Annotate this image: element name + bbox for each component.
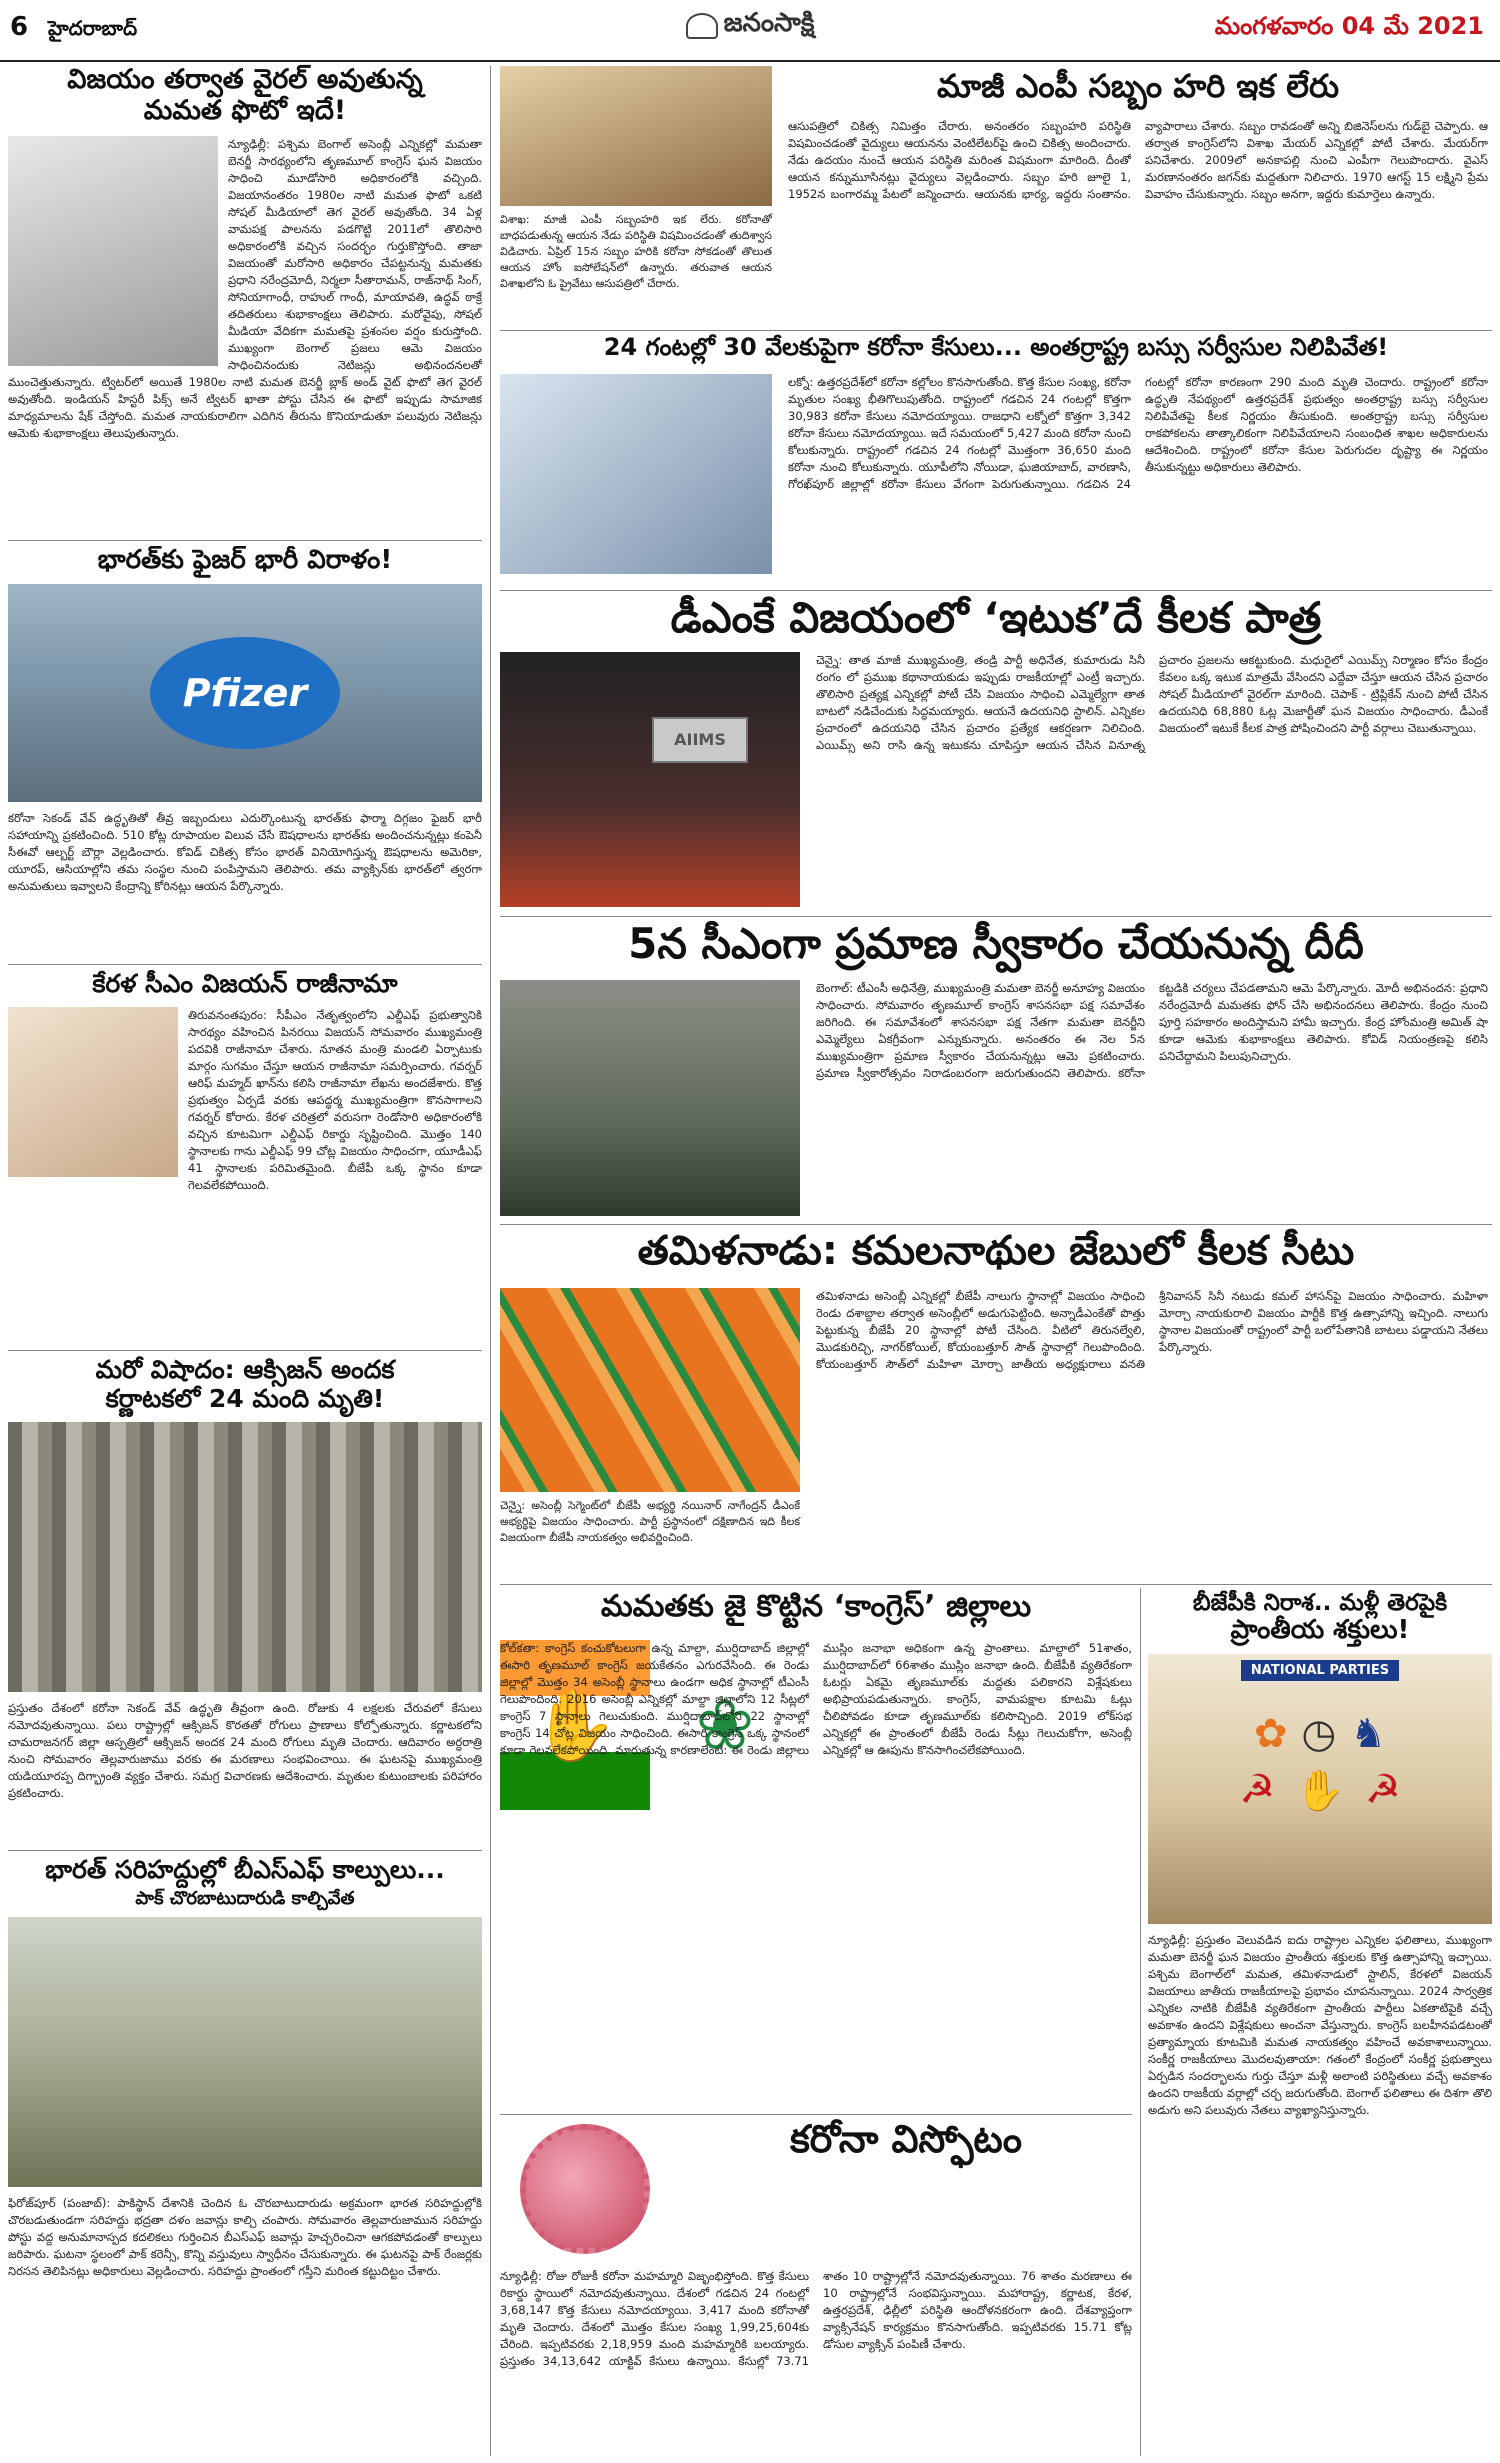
mamata-headline-line1: విజయం తర్వాత వైరల్ అవుతున్న <box>67 64 423 95</box>
didi-body: బెంగాల్: టీఎంసీ అధినేత్రి, ముఖ్యమంత్రి మమతా బెనర్జీ అనూహ్య విజయం సాధించారు. సోమవారం తృణమూల్ కాంగ్రెస్ శాసనసభా పక్ష సమావేశం జరిగింది. ఈ సమావేశంలో శాసనసభా పక్ష నేతగా మమతా బెనర్జీని ఎమ్మెల్యేలు ఏకగ్రీవంగా ఎన్నుకున్నారు. అనంతరం ఈ నెల 5న ముఖ్యమంత్రిగా ప్రమాణ స్వీకారం చేయనున్నట్లు ఆమె ప్రకటించారు. ప్రమాణ స్వీకారోత్సవం నిరాడంబరంగా జరుగుతుందని తెలిపారు. కరోనా కట్టడికి చర్యలు చేపడతామని ఆమె పేర్కొన్నారు. మోదీ అభినందన: ప్రధాని నరేంద్రమోదీ మమతకు ఫోన్ చేసి అభినందనలు తెలిపారు. కేంద్రం నుంచి పూర్తి సహకారం అందిస్తామని హామీ ఇచ్చారు. కేంద్ర హోంమంత్రి అమిత్ షా కూడా ఆమెకు శుభాకాంక్షలు తెలిపారు. కోవిడ్ నియంత్రణపై కలిసి పనిచేద్దామని పిలుపునిచ్చారు. <box>816 981 1488 1080</box>
didi-covid-ward-photo <box>500 980 800 1216</box>
oxygen-headline-line1: మరో విషాదం: ఆక్సిజన్ అందక <box>95 1356 395 1384</box>
udhaya-brick-photo <box>500 652 800 907</box>
kerala-article <box>8 970 482 1345</box>
divider <box>500 2114 1132 2115</box>
oxygen-headline-line2: కర్ణాటకలో 24 మంది మృతి! <box>105 1383 385 1413</box>
hammer-sickle-star-icon: ☭ <box>1364 1767 1401 1814</box>
coronavirus-icon <box>520 2124 650 2254</box>
sabbam-article <box>500 66 1492 324</box>
clock-symbol-icon: ◷ <box>1301 1711 1337 1758</box>
corona30k-article <box>500 334 1492 584</box>
bjp-flags-photo <box>500 1288 800 1492</box>
divider <box>500 330 1492 331</box>
tamil-body: తమిళనాడు అసెంబ్లీ ఎన్నికల్లో బీజేపీ నాలుగు స్థానాల్లో విజయం సాధించి రెండు దశాబ్దాల తర్వాత అసెంబ్లీలో అడుగుపెట్టింది. అన్నాడీఎంకేతో పొత్తు పెట్టుకున్న బీజేపీ 20 స్థానాల్లో పోటీ చేసింది. వీటిలో తిరునల్వేలి, మొడకురిచ్చి, నాగర్‌కోయిల్, కోయంబత్తూర్ సౌత్ స్థానాల్లో గెలుపొందింది. కోయంబత్తూర్ సౌత్‌లో మహిళా మోర్చా జాతీయ అధ్యక్షురాలు వనతి శ్రీనివాసన్ సినీ నటుడు కమల్ హాసన్‌పై విజయం సాధించారు. మహిళా మోర్చా నాయకురాలి విజయం పార్టీకి కొత్త ఉత్సాహాన్ని ఇచ్చింది. నాలుగు స్థానాల విజయంతో రాష్ట్రంలో పార్టీ బలోపేతానికి బాటలు పడ్డాయని నేతలు పేర్కొన్నారు. <box>816 1289 1488 1371</box>
bsf-article <box>8 1856 482 2456</box>
kerala-body: తిరువనంతపురం: సీపీఎం నేతృత్వంలోని ఎల్డీఎఫ్ ప్రభుత్వానికి సారథ్యం వహించిన పినరయి విజయన్ సోమవారం ముఖ్యమంత్రి పదవికి రాజీనామా చేశారు. నూతన మంత్రి మండలి ఏర్పాటుకు మార్గం సుగమం చేస్తూ ఆయన రాజీనామా సమర్పించారు. గవర్నర్ ఆరిఫ్ మహ్మద్ ఖాన్‌ను కలిసి రాజీనామా లేఖను అందజేశారు. కొత్త ప్రభుత్వం ఏర్పడే వరకు ఆపద్ధర్మ ముఖ్యమంత్రిగా కొనసాగాలని గవర్నర్ కోరారు. కేరళ చరిత్రలో వరుసగా రెండోసారి అధికారంలోకి వచ్చిన కూటమిగా ఎల్డీఎఫ్ రికార్డు సృష్టించింది. మొత్తం 140 స్థానాలకు గాను ఎల్డీఎఫ్ 99 చోట్ల విజయం సాధించగా, యూడీఎఫ్ 41 స్థానాలకు పరిమితమైంది. బీజేపీ ఒక్క స్థానం కూడా గెలవలేకపోయింది. <box>188 1007 482 1192</box>
congress-article <box>500 1590 1132 2110</box>
party-symbols-row2 <box>1239 1767 1401 1814</box>
pfizer-logo-text: Pfizer <box>182 670 308 715</box>
regional-body: న్యూఢిల్లీ: ప్రస్తుతం వెలువడిన ఐదు రాష్ట్రాల ఎన్నికల ఫలితాలు, ముఖ్యంగా మమతా బెనర్జీ ఘన విజయం ప్రాంతీయ శక్తులకు కొత్త ఉత్సాహాన్ని ఇచ్చాయి. పశ్చిమ బెంగాల్‌లో మమత, తమిళనాడులో స్టాలిన్, కేరళలో విజయన్ విజయాలు జాతీయ రాజకీయాలపై ప్రభావం చూపనున్నాయి. 2024 సార్వత్రిక ఎన్నికల నాటికి బీజేపీకి వ్యతిరేకంగా ప్రాంతీయ పార్టీలు ఏకతాటిపైకి వచ్చే అవకాశం ఉందని విశ్లేషకులు అంచనా వేస్తున్నారు. కాంగ్రెస్ బలహీనపడటంతో ప్రత్యామ్నాయ కూటమికి మమత నాయకత్వం వహించే అవకాశాలున్నాయి. సంకీర్ణ రాజకీయాలు మొదలవుతాయా: గతంలో కేంద్రంలో సంకీర్ణ ప్రభుత్వాలు ఏర్పడిన సందర్భాలను గుర్తు చేస్తూ మళ్లీ అలాంటి పరిస్థితులు వచ్చే అవకాశం ఉందని రాజకీయ వర్గాల్లో చర్చ జరుగుతోంది. బెంగాల్ ఫలితాలు ఈ దిశగా తొలి అడుగు అని పలువురు నేతలు వ్యాఖ్యానిస్తున్నారు. <box>1148 1933 1492 2118</box>
bsf-headline: భారత్ సరిహద్దుల్లో బీఎస్ఎఫ్ కాల్పులు... <box>45 1856 445 1884</box>
page-number: 6 <box>10 12 29 42</box>
bsf-body: ఫిరోజ్‌పూర్ (పంజాబ్): పాకిస్థాన్ దేశానికి చెందిన ఓ చొరబాటుదారుడు అక్రమంగా భారత సరిహద్దుల్లోకి చొరబడుతుండగా సరిహద్దు భద్రతా దళం జవాన్లు కాల్చి చంపారు. సోమవారం తెల్లవారుజామున సరిహద్దు పోస్టు వద్ద అనుమానాస్పద కదలికలు గుర్తించిన బీఎస్ఎఫ్ జవాన్లు హెచ్చరించినా ఆగకపోవడంతో కాల్పులు జరిపారు. ఘటనా స్థలంలో పాక్ కరెన్సీ, కొన్ని వస్తువులు స్వాధీనం చేసుకున్నారు. ఈ ఘటనపై పాక్ రేంజర్లకు నిరసన తెలిపినట్లు అధికారులు వెల్లడించారు. సరిహద్దు ప్రాంతంలో గస్తీని మరింత కట్టుదిట్టం చేశారు. <box>8 2196 482 2279</box>
pfizer-building-photo <box>8 584 482 802</box>
udhaya-headline: డీఎంకే విజయంలో ‘ఇటుక’దే కీలక పాత్ర <box>670 594 1322 642</box>
tamil-headline: తమిళనాడు: కమలనాథుల జేబులో కీలక సీటు <box>637 1228 1355 1274</box>
congress-headline: మమతకు జై కొట్టిన ‘కాంగ్రెస్’ జిల్లాలు <box>600 1590 1032 1624</box>
divider <box>500 590 1492 591</box>
udhaya-body: చెన్నై: తాత మాజీ ముఖ్యమంత్రి, తండ్రి పార్టీ అధినేత, కుమారుడు సినీ రంగం లో ప్రముఖ కథానాయకుడు ఇప్పుడు రాజకీయాల్లో ఎంట్రీ ఇచ్చారు. తొలిసారి ప్రత్యక్ష ఎన్నికల్లో పోటీ చేసి విజయం సాధించి ఎమ్మెల్యేగా తాత బాటలో నడిచేందుకు సిద్ధమయ్యారు. ఆయనే ఉదయనిధి స్టాలిన్. ఎన్నికల ప్రచారంలో ఉదయనిధి చేసిన ప్రచారం ప్రత్యేక ఆకర్షణగా నిలిచింది. ఎయిమ్స్ అని రాసి ఉన్న ఇటుకను చూపిస్తూ ఆయన చేసిన వినూత్న ప్రచారం ప్రజలను ఆకట్టుకుంది. మధురైలో ఎయిమ్స్ నిర్మాణం కోసం కేంద్రం కేవలం ఒక్క ఇటుక మాత్రమే వేసిందని ఎద్దేవా చేస్తూ ఆయన చేసిన ప్రచారం సోషల్ మీడియాలో వైరల్‌గా మారింది. చెపాక్ - ట్రిప్లికేన్ నుంచి పోటీ చేసిన ఉదయనిధి 68,880 ఓట్ల మెజార్టీతో ఘన విజయం సాధించారు. డీఎంకే విజయంలో ఇటుకే కీలక పాత్ర పోషించిందని పార్టీ వర్గాలు చెబుతున్నాయి. <box>816 653 1488 752</box>
divider <box>500 1224 1492 1225</box>
left-column-divider <box>490 66 491 2456</box>
header-divider <box>0 60 1500 62</box>
tmc-flower-symbol-icon: ❀ <box>650 1640 800 1810</box>
congress-body: కోల్‌కతా: కాంగ్రెస్ కంచుకోటలుగా ఉన్న మాల్దా, ముర్షిదాబాద్ జిల్లాల్లో ఈసారి తృణమూల్ కాంగ్రెస్ జయకేతనం ఎగురవేసింది. ఈ రెండు జిల్లాల్లో మొత్తం 34 అసెంబ్లీ స్థానాలు ఉండగా అధిక స్థానాల్లో టీఎంసీ గెలుపొందింది. 2016 అసెంబ్లీ ఎన్నికల్లో మాల్దా జిల్లాలోని 12 సీట్లలో కాంగ్రెస్ 7 స్థానాలు గెలుచుకుంది. ముర్షిదాబాద్‌లోని 22 స్థానాల్లో కాంగ్రెస్ 14 చోట్ల విజయం సాధించింది. ఈసారి కాంగ్రెస్ ఒక్క స్థానంలో కూడా గెలవలేకపోయింది. మారుతున్న కారణాలేంటి: ఈ రెండు జిల్లాలు ముస్లిం జనాభా అధికంగా ఉన్న ప్రాంతాలు. మాల్దాలో 51శాతం, ముర్షిదాబాద్‌లో 66శాతం ముస్లిం జనాభా ఉంది. బీజేపీకి వ్యతిరేకంగా ఓటర్లు ఏకమై తృణమూల్‌కు మద్దతు పలికారని విశ్లేషకులు అభిప్రాయపడుతున్నారు. కాంగ్రెస్, వామపక్షాల కూటమి ఓట్లు చీలిపోవడం కూడా తృణమూల్‌కు కలిసొచ్చింది. 2019 లోక్‌సభ ఎన్నికల్లో ఈ ప్రాంతంలో బీజేపీ రెండు సీట్లు గెలుచుకోగా, అసెంబ్లీ ఎన్నికల్లో ఆ ఊపును కొనసాగించలేకపోయింది. <box>500 1641 1132 1757</box>
pfizer-article <box>8 546 482 960</box>
covid-test-photo <box>500 374 772 574</box>
hammer-sickle-icon: ☭ <box>1239 1767 1276 1814</box>
sabbam-caption: విశాఖ: మాజీ ఎంపీ సబ్బంహరి ఇక లేరు. కరోనాతో బాధపడుతున్న ఆయన నేడు పరిస్థితి విషమించడంతో తుదిశ్వాస విడిచారు. ఏప్రిల్ 15న సబ్బం హరికి కరోనా సోకడంతో తొలుత ఆయన హోం ఐసోలేషన్‌లో ఉన్నారు. తరువాత ఆయన విశాఖలోని ఓ ప్రైవేటు ఆసుపత్రిలో చేరారు. <box>500 213 772 290</box>
regional-column-divider <box>1140 1588 1141 2456</box>
aiims-brick <box>652 717 748 763</box>
city-label: హైదరాబాద్ <box>48 16 138 40</box>
divider <box>500 1584 1492 1585</box>
divider <box>8 1350 482 1351</box>
pfizer-body: కరోనా సెకండ్ వేవ్ ఉద్ధృతితో తీవ్ర ఇబ్బందులు ఎదుర్కొంటున్న భారత్‌కు ఫార్మా దిగ్గజం ఫైజర్ భారీ సహాయాన్ని ప్రకటించింది. 510 కోట్ల రూపాయల విలువ చేసే ఔషధాలను భారత్‌కు అందించనున్నట్లు కంపెనీ సీఈవో ఆల్బర్ట్ బౌర్లా వెల్లడించారు. కోవిడ్ చికిత్స కోసం భారత్ వినియోగిస్తున్న ఔషధాలను అమెరికా, యూరప్, ఆసియాల్లోని తమ సంస్థల నుంచి పంపిస్తామని తెలిపారు. తమ వ్యాక్సిన్‌కు భారత్‌లో త్వరగా అనుమతులు ఇవ్వాలని కేంద్రాన్ని కోరినట్లు ఆయన పేర్కొన్నారు. <box>8 810 482 893</box>
national-parties-photo <box>1148 1654 1492 1924</box>
regional-headline-line1: బీజేపీకి నిరాశ.. మళ్లీ తెరపైకి <box>1192 1590 1448 1616</box>
divider <box>8 1850 482 1851</box>
oxygen-body: ప్రస్తుతం దేశంలో కరోనా సెకండ్ వేవ్ ఉద్ధృతి తీవ్రంగా ఉంది. రోజుకు 4 లక్షలకు చేరువలో కేసులు నమోదవుతున్నాయి. పలు రాష్ట్రాల్లో ఆక్సిజన్ కొరతతో రోగులు ప్రాణాలు కోల్పోతున్నారు. కర్ణాటకలోని చామరాజనగర్ జిల్లా ఆస్పత్రిలో ఆక్సిజన్ అందక 24 మంది రోగులు మృతి చెందారు. ఆదివారం అర్ధరాత్రి నుంచి సోమవారం తెల్లవారుజాము వరకు ఈ మరణాలు సంభవించాయి. ఈ ఘటనపై ముఖ్యమంత్రి యడియూరప్ప దిగ్భ్రాంతి వ్యక్తం చేశారు. సమగ్ర విచారణకు ఆదేశించారు. మృతుల కుటుంబాలకు పరిహారం ప్రకటించారు. <box>8 1700 482 1800</box>
mamata-photo-article <box>8 64 482 534</box>
bsf-border-photo <box>8 1917 482 2187</box>
congress-hand-symbol-icon: ✋ <box>500 1640 650 1810</box>
oxygen-article <box>8 1356 482 1846</box>
regional-article <box>1148 1590 1492 2450</box>
bsf-subhead: పాక్ చొరబాటుదారుడి కాల్చివేత <box>135 1887 355 1909</box>
hand-symbol-icon: ✋ <box>1295 1768 1345 1815</box>
divider <box>500 916 1492 917</box>
party-symbols <box>1254 1711 1386 1757</box>
page-header <box>0 0 1500 62</box>
masthead-title: జనంసాక్షి <box>723 8 815 38</box>
udhaya-article <box>500 594 1492 912</box>
lotus-symbol-icon: ✿ <box>1253 1711 1288 1758</box>
elephant-symbol-icon: ♞ <box>1350 1711 1387 1758</box>
kerala-headline: కేరళ సీఎం విజయన్ రాజీనామా <box>92 970 398 998</box>
didi-headline: 5న సీఎంగా ప్రమాణ స్వీకారం చేయనున్న దీదీ <box>628 920 1364 968</box>
divider <box>8 964 482 965</box>
corona30k-body: లక్నో: ఉత్తరప్రదేశ్‌లో కరోనా కల్లోలం కొనసాగుతోంది. కొత్త కేసుల సంఖ్య, కరోనా మృతుల సంఖ్య భీతిగొలుపుతోంది. రాష్ట్రంలో గడచిన 24 గంటల్లో కొత్తగా 30,983 కరోనా కేసులు నమోదయ్యాయి. రాజధాని లక్నోలో కొత్తగా 3,342 కరోనా కేసులు నమోదయ్యాయి. ఇదే సమయంలో 5,427 మంది కరోనా నుంచి కోలుకున్నారు. రాష్ట్రంలో గడచిన 24 గంటల్లో మొత్తంగా 36,650 మంది కరోనా నుంచి కోలుకున్నారు. యూపీలోని నోయిడా, ఘజియాబాద్, వారణాసి, గోరఖ్‌పూర్ జిల్లాల్లో కరోనా కేసులు వేగంగా పెరుగుతున్నాయి. గడచిన 24 గంటల్లో కరోనా కారణంగా 290 మంది మృతి చెందారు. రాష్ట్రంలో కరోనా ఉద్ధృతి నేపథ్యంలో ఉత్తరప్రదేశ్ ప్రభుత్వం అంతర్రాష్ట్ర బస్సు సర్వీసుల నిలిపివేతపై కీలక నిర్ణయం తీసుకుంది. అంతర్రాష్ట్ర బస్సు సర్వీసుల రాకపోకలను తాత్కాలికంగా నిలిపివేయాలని సంబంధిత శాఖల అధికారులను ఆదేశించింది. రాష్ట్రంలో కరోనా కేసుల పెరుగుదల దృష్ట్యా ఈ నిర్ణయం తీసుకున్నట్టు అధికారులు తెలిపారు. <box>788 375 1488 491</box>
masthead <box>620 6 880 46</box>
oxygen-cylinders-photo <box>8 1422 482 1692</box>
sabbam-headline: మాజీ ఎంపీ సబ్బం హరి ఇక లేరు <box>936 67 1340 105</box>
vispotam-article <box>500 2118 1132 2456</box>
didi-article <box>500 920 1492 1220</box>
mamata-headline-line2: మమత ఫొటో ఇదే! <box>143 95 347 127</box>
pfizer-headline: భారత్‌కు ఫైజర్ భారీ విరాళం! <box>97 546 393 575</box>
header-date: మంగళవారం 04 మే 2021 <box>1214 12 1484 40</box>
sabbam-photo <box>500 66 772 206</box>
tamil-article <box>500 1228 1492 1578</box>
mamata-bw-photo <box>8 136 218 366</box>
regional-headline-line2: ప్రాంతీయ శక్తులు! <box>1230 1615 1410 1646</box>
divider <box>8 540 482 541</box>
aiims-brick-text: AIIMS <box>674 730 726 749</box>
pfizer-logo <box>150 637 340 749</box>
oxygen-headline <box>8 1356 482 1414</box>
vispotam-headline: కరోనా విస్ఫోటం <box>789 2118 1023 2161</box>
regional-headline <box>1148 1590 1492 1646</box>
vispotam-body: న్యూఢిల్లీ: రోజు రోజుకీ కరోనా మహమ్మారి విజృంభిస్తోంది. కొత్త కేసులు రికార్డు స్థాయిలో నమోదవుతున్నాయి. దేశంలో గడచిన 24 గంటల్లో 3,68,147 కొత్త కేసులు నమోదయ్యాయి. 3,417 మంది కరోనాతో మృతి చెందారు. దేశంలో మొత్తం కేసుల సంఖ్య 1,99,25,604కు చేరింది. ఇప్పటివరకు 2,18,959 మంది మహమ్మారికి బలయ్యారు. ప్రస్తుతం 34,13,642 యాక్టివ్ కేసులు ఉన్నాయి. కేసుల్లో 73.71 శాతం 10 రాష్ట్రాల్లోనే నమోదవుతున్నాయి. 76 శాతం మరణాలు ఈ 10 రాష్ట్రాల్లోనే సంభవిస్తున్నాయి. మహారాష్ట్ర, కర్ణాటక, కేరళ, ఉత్తరప్రదేశ్, ఢిల్లీలో పరిస్థితి ఆందోళనకరంగా ఉంది. దేశవ్యాప్తంగా వ్యాక్సినేషన్ కార్యక్రమం కొనసాగుతోంది. ఇప్పటివరకు 15.71 కోట్ల డోసుల వ్యాక్సిన్ పంపిణీ చేశారు. <box>500 2269 1132 2368</box>
national-parties-banner: NATIONAL PARTIES <box>1241 1660 1399 1681</box>
mamata-body: న్యూఢిల్లీ: పశ్చిమ బెంగాల్ అసెంబ్లీ ఎన్నికల్లో మమతా బెనర్జీ సారథ్యంలోని తృణమూల్ కాంగ్రెస్ ఘన విజయం సాధించి మూడోసారి అధికారంలోకి వచ్చింది. విజయానంతరం 1980ల నాటి మమత ఫొటో ఒకటి సోషల్ మీడియాలో తెగ వైరల్ అవుతోంది. 34 ఏళ్ల వామపక్ష పాలనను పడగొట్టి 2011లో తొలిసారి అధికారంలోకి వచ్చిన సందర్భం గుర్తుకొస్తోంది. తాజా విజయంతో మరోసారి అధికారం చేపట్టనున్న మమతకు ప్రధాని నరేంద్రమోదీ, నిర్మలా సీతారామన్, రాజ్‌నాథ్ సింగ్, సోనియాగాంధీ, రాహుల్ గాంధీ, మాయావతి, ఉద్ధవ్ ఠాక్రే తదితరులు శుభాకాంక్షలు తెలిపారు. మరోవైపు, సోషల్ మీడియా వేదికగా మమతపై ప్రశంసల వర్షం కురుస్తోంది. ముఖ్యంగా బెంగాల్ ప్రజలు ఆమె విజయం సాధించినందుకు నెటిజన్లు అభినందనలతో ముంచెత్తుతున్నారు. ట్విటర్‌లో అయితే 1980ల నాటి మమత బెనర్జీ బ్లాక్ అండ్ వైట్ ఫొటో తెగ వైరల్ అవుతోంది. ఇండియన్ హిస్టరీ పిక్స్ అనే ట్విటర్ ఖాతా పోస్టు చేసిన ఈ ఫొటో ఇప్పుడు సామాజిక మాధ్యమాలను షేక్ చేస్తోంది. మమత నాయకురాలిగా ఎదిగిన తీరును కొనియాడుతూ పలువురు నెటిజన్లు ఆమెకు శుభాకాంక్షలు తెలుపుతున్నారు. <box>8 137 482 441</box>
mamata-headline <box>8 64 482 126</box>
tamil-caption: చెన్నై: అసెంబ్లీ సెగ్మెంట్‌లో బీజేపీ అభ్యర్థి నయినార్ నాగేంద్రన్ డీఎంకే అభ్యర్థిపై విజయం సాధించారు. పార్టీ ప్రస్థానంలో దక్షిణాదిన ఇది కీలక విజయంగా బీజేపీ నాయకత్వం అభివర్ణించింది. <box>500 1499 800 1544</box>
vijayan-photo <box>8 1007 178 1177</box>
sabbam-body: ఆసుపత్రిలో చికిత్స నిమిత్తం చేరారు. అనంతరం సబ్బంహరి పరిస్థితి విషమించడంతో వైద్యులు ఆయనను వెంటిలేటర్‌పై ఉంచి చికిత్స అందించారు. నేడు ఉదయం నుంచే ఆయన పరిస్థితి మరింత విషమంగా మారింది. దీంతో ఆయన కన్నుమూసినట్లు వైద్యులు వెల్లడించారు. సబ్బం హరి జూలై 1, 1952న బంగారమ్మ పేటలో జన్మించారు. ఆయనకు భార్య, ఇద్దరు సంతానం. వ్యాపారాలు చేశారు. సబ్బం రావడంతో అన్ని బిజినెస్‌లను గుడ్‌బై చెప్పారు. ఆ తర్వాత కాంగ్రెస్‌లోని విశాఖ మేయర్ ఎన్నికల్లో పోటీ చేశారు. మేయర్‌గా పనిచేశారు. 2009లో అనకాపల్లి నుంచి ఎంపీగా గెలుపొందారు. వైఎస్ మరణానంతరం జగన్‌కు మద్దతుగా నిలిచారు. 1970 ఆగస్ట్ 15 లక్ష్మిని ప్రేమ వివాహం చేసుకున్నారు. సబ్బం అనగా, ఇద్దరు కుమార్తెలు ఉన్నారు. <box>788 119 1488 201</box>
corona30k-headline: 24 గంటల్లో 30 వేలకుపైగా కరోనా కేసులు... అంతర్రాష్ట్ర బస్సు సర్వీసుల నిలిపివేత! <box>603 334 1389 361</box>
masthead-logo-icon <box>686 13 718 39</box>
